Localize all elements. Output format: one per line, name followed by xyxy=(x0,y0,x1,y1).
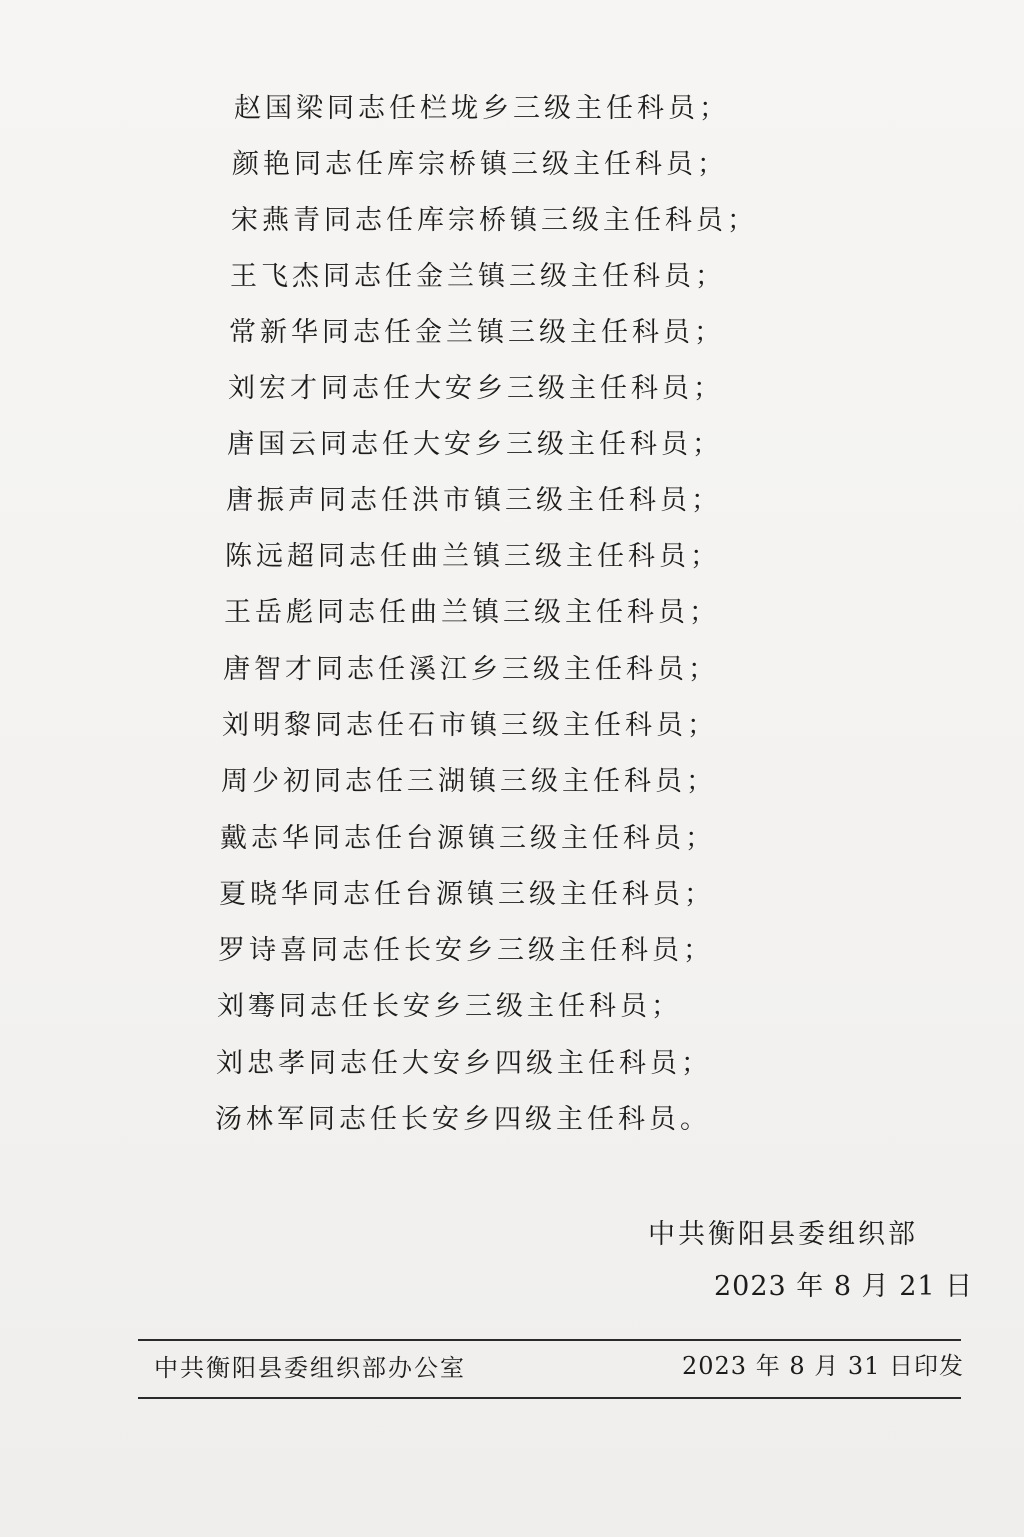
appointment-line: 颜艳同志任库宗桥镇三级主任科员； xyxy=(232,149,728,180)
appointment-line: 周少初同志任三湖镇三级主任科员； xyxy=(221,766,717,797)
appointment-line: 夏晓华同志任台源镇三级主任科员； xyxy=(219,879,715,910)
appointment-line: 王岳彪同志任曲兰镇三级主任科员； xyxy=(224,597,720,628)
appointment-line: 刘宏才同志任大安乡三级主任科员； xyxy=(228,373,724,404)
footer-print-date: 2023 年 8 月 31 日印发 xyxy=(682,1352,965,1380)
appointment-line: 刘明黎同志任石市镇三级主任科员； xyxy=(222,710,718,741)
appointment-line: 唐智才同志任溪江乡三级主任科员； xyxy=(223,654,719,685)
footer-top-rule xyxy=(138,1339,961,1341)
appointment-line: 戴志华同志任台源镇三级主任科员； xyxy=(220,823,716,854)
appointment-line: 刘骞同志任长安乡三级主任科员； xyxy=(217,991,682,1022)
appointment-line: 罗诗喜同志任长安乡三级主任科员； xyxy=(218,935,714,966)
signature-organization: 中共衡阳县委组织部 xyxy=(648,1219,918,1250)
appointment-line: 常新华同志任金兰镇三级主任科员； xyxy=(229,317,725,348)
footer-office: 中共衡阳县委组织部办公室 xyxy=(154,1354,466,1382)
appointment-line: 汤林军同志任长安乡四级主任科员。 xyxy=(215,1104,711,1135)
appointment-line: 刘忠孝同志任大安乡四级主任科员； xyxy=(216,1048,712,1079)
appointment-line: 赵国梁同志任栏垅乡三级主任科员； xyxy=(234,93,730,124)
appointment-line: 陈远超同志任曲兰镇三级主任科员； xyxy=(225,541,721,572)
appointment-line: 宋燕青同志任库宗桥镇三级主任科员； xyxy=(231,205,758,236)
footer-bottom-rule xyxy=(138,1397,961,1399)
appointment-line: 唐国云同志任大安乡三级主任科员； xyxy=(227,429,723,460)
signature-date: 2023 年 8 月 21 日 xyxy=(714,1271,974,1302)
appointment-line: 唐振声同志任洪市镇三级主任科员； xyxy=(226,485,722,516)
appointment-line: 王飞杰同志任金兰镇三级主任科员； xyxy=(230,261,726,292)
